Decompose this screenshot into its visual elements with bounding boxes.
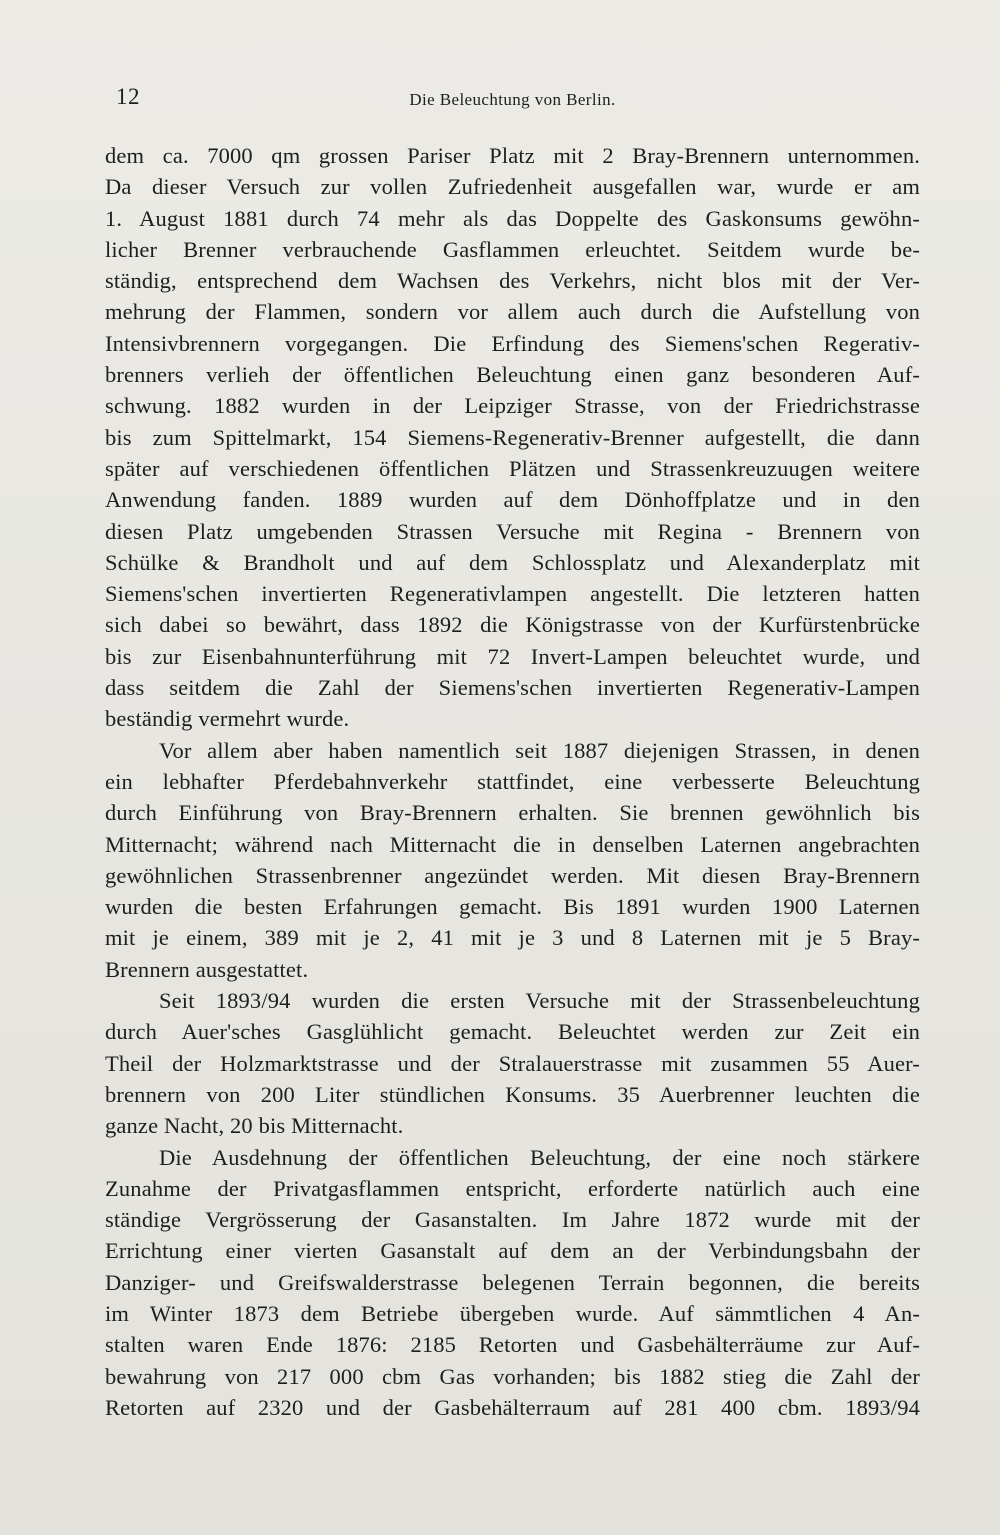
text-line: bewahrung von 217 000 cbm Gas vorhanden; bis 1882 stieg die Zahl der: [105, 1363, 920, 1389]
text-line: beständig vermehrt wurde.: [105, 706, 350, 732]
text-line: ein lebhafter Pferdebahnverkehr stattfindet, eine verbesserte Beleuchtung: [105, 768, 920, 794]
text-line: bis zum Spittelmarkt, 154 Siemens-Regenerativ-Brenner aufgestellt, die dann: [105, 424, 920, 450]
text-line: Mitternacht; während nach Mitternacht die in denselben Laternen angebrachten: [105, 831, 920, 857]
paragraph: [105, 1142, 920, 1424]
text-line: Zunahme der Privatgasflammen entspricht, erforderte natürlich auch eine: [105, 1175, 920, 1201]
text-line: diesen Platz umgebenden Strassen Versuche mit Regina - Brennern von: [105, 518, 920, 544]
text-line: Siemens'schen invertierten Regenerativlampen angestellt. Die letzteren hatten: [105, 581, 920, 607]
text-line: sich dabei so bewährt, dass 1892 die Königstrasse von der Kurfürstenbrücke: [105, 612, 920, 638]
text-line: licher Brenner verbrauchende Gasflammen erleuchtet. Seitdem wurde be-: [105, 236, 920, 262]
text-line: Retorten auf 2320 und der Gasbehälterraum auf 281 400 cbm. 1893/94: [105, 1394, 920, 1420]
text-line: Theil der Holzmarktstrasse und der Stralauerstrasse mit zusammen 55 Auer-: [105, 1050, 920, 1076]
text-line: Brennern ausgestattet.: [105, 956, 309, 982]
text-line: bis zur Eisenbahnunterführung mit 72 Invert-Lampen beleuchtet wurde, und: [105, 643, 920, 669]
text-line: Schülke & Brandholt und auf dem Schlossplatz und Alexanderplatz mit: [105, 549, 920, 575]
text-line: später auf verschiedenen öffentlichen Plätzen und Strassenkreuzuugen weitere: [105, 455, 920, 481]
paragraph: [105, 735, 920, 985]
text-line: wurden die besten Erfahrungen gemacht. Bis 1891 wurden 1900 Laternen: [105, 894, 920, 920]
text-line: Die Ausdehnung der öffentlichen Beleuchtung, der eine noch stärkere: [159, 1144, 920, 1170]
text-line: brennern von 200 Liter stündlichen Konsums. 35 Auerbrenner leuchten die: [105, 1081, 920, 1107]
paragraph: [105, 985, 920, 1141]
text-line: brenners verlieh der öffentlichen Beleuchtung einen ganz besonderen Auf-: [105, 362, 920, 388]
paragraph: [105, 140, 920, 735]
text-line: 1. August 1881 durch 74 mehr als das Doppelte des Gaskonsums gewöhn-: [105, 205, 920, 231]
text-line: Vor allem aber haben namentlich seit 1887 diejenigen Strassen, in denen: [159, 737, 920, 763]
text-line: ständig, entsprechend dem Wachsen des Verkehrs, nicht blos mit der Ver-: [105, 268, 920, 294]
text-line: im Winter 1873 dem Betriebe übergeben wurde. Auf sämmtlichen 4 An-: [105, 1300, 920, 1326]
page-number: 12: [116, 84, 140, 109]
text-line: ganze Nacht, 20 bis Mitternacht.: [105, 1113, 404, 1139]
text-line: ständige Vergrösserung der Gasanstalten. Im Jahre 1872 wurde mit der: [105, 1207, 920, 1233]
text-line: stalten waren Ende 1876: 2185 Retorten und Gasbehälterräume zur Auf-: [105, 1332, 920, 1358]
text-line: dem ca. 7000 qm grossen Pariser Platz mit 2 Bray-Brennern unternommen.: [105, 143, 920, 168]
text-line: schwung. 1882 wurden in der Leipziger Strasse, von der Friedrichstrasse: [105, 393, 920, 419]
text-line: mehrung der Flammen, sondern vor allem auch durch die Aufstellung von: [105, 299, 920, 325]
text-line: Danziger- und Greifswalderstrasse belegenen Terrain begonnen, die bereits: [105, 1269, 920, 1295]
body-text: [105, 140, 920, 1423]
text-line: durch Auer'sches Gasglühlicht gemacht. Beleuchtet werden zur Zeit ein: [105, 1019, 920, 1045]
text-line: Errichtung einer vierten Gasanstalt auf dem an der Verbindungsbahn der: [105, 1238, 920, 1264]
text-line: gewöhnlichen Strassenbrenner angezündet werden. Mit diesen Bray-Brennern: [105, 862, 920, 888]
text-line: durch Einführung von Bray-Brennern erhalten. Sie brennen gewöhnlich bis: [105, 800, 920, 826]
text-line: Intensivbrennern vorgegangen. Die Erfindung des Siemens'schen Regerativ-: [105, 330, 920, 356]
running-title: Die Beleuchtung von Berlin.: [409, 90, 616, 109]
text-line: dass seitdem die Zahl der Siemens'schen invertierten Regenerativ-Lampen: [105, 675, 920, 701]
page-header: [110, 84, 915, 124]
text-line: Da dieser Versuch zur vollen Zufriedenheit ausgefallen war, wurde er am: [105, 174, 920, 200]
text-line: mit je einem, 389 mit je 2, 41 mit je 3 und 8 Laternen mit je 5 Bray-: [105, 925, 920, 951]
text-line: Seit 1893/94 wurden die ersten Versuche mit der Strassenbeleuchtung: [159, 988, 920, 1014]
text-line: Anwendung fanden. 1889 wurden auf dem Dönhoffplatze und in den: [105, 487, 920, 513]
